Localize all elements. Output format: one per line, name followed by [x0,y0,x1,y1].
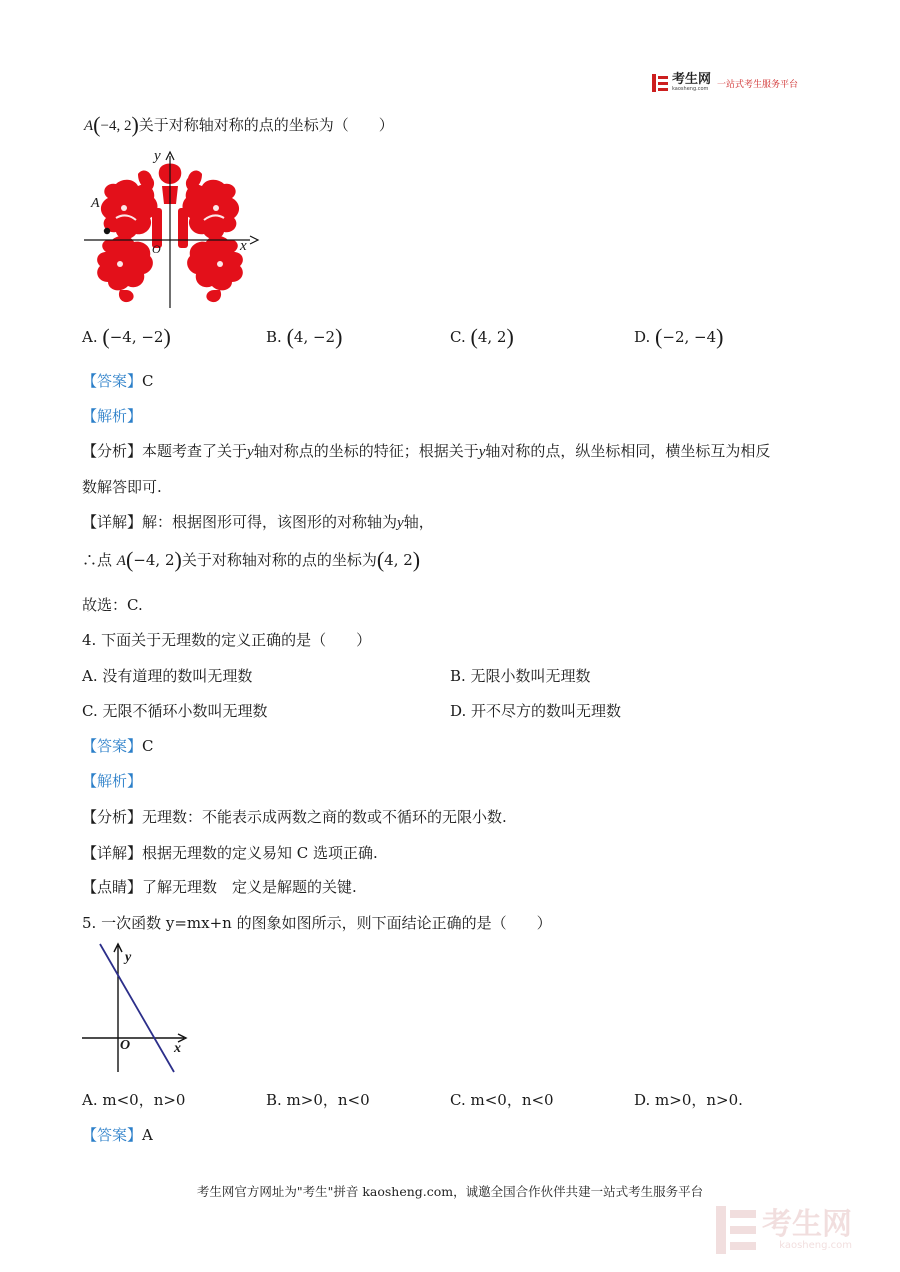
q5-fig-origin-label: O [120,1038,131,1053]
q5-option-b: B. m>0，n<0 [266,1091,370,1109]
q3-fig-y-label: y [154,148,161,164]
q5-answer: 【答案】A [82,1126,153,1144]
q3-fig-point-label: A [91,196,100,211]
site-logo [652,72,798,94]
q3-stem-point: A [84,118,94,134]
watermark-logo [716,1200,886,1260]
q4-analysis-tag: 【解析】 [82,772,143,790]
q3-option-c: C. (4, 2) [450,324,514,349]
q3-analysis-tag: 【解析】 [82,407,143,425]
watermark-mark-icon [716,1206,756,1254]
q3-option-b: B. (4, −2) [266,324,343,349]
q4-option-d: D. 开不尽方的数叫无理数 [450,702,622,720]
logo-slogan: 一站式考生服务平台 [717,79,799,90]
q4-answer: 【答案】C [82,737,154,755]
q3-fenxi-line1: 【分析】本题考查了关于y轴对称点的坐标的特征；根据关于y轴对称的点，纵坐标相同，横坐标互为相反 [82,442,771,460]
q3-option-d: D. (−2, −4) [634,324,724,349]
function-line [100,944,174,1072]
q3-stem: A(−4, 2)关于对称轴对称的点的坐标为（ ） [84,112,394,137]
q5-option-d: D. m>0，n>0. [634,1091,743,1109]
q3-xiangjie: 【详解】解：根据图形可得，该图形的对称轴为y轴， [82,513,434,531]
q5-option-a: A. m<0，n>0 [82,1091,186,1109]
q3-fig-x-label: x [240,238,247,254]
q4-fenxi: 【分析】无理数：不能表示成两数之商的数或不循环的无限小数. [82,808,507,826]
page-footer: 考生网官方网址为"考生"拼音 kaosheng.com，诚邀全国合作伙伴共建一站式考生服务平台 [196,1184,704,1199]
q5-stem: 5. 一次函数 y=mx+n 的图象如图所示，则下面结论正确的是（ ） [82,914,552,932]
q4-dianjing: 【点睛】了解无理数 定义是解题的关键. [82,878,357,896]
q5-fig-x-label: x [174,1041,181,1056]
q3-option-a: A. (−4, −2) [82,324,171,349]
logo-mark-icon [652,74,668,92]
q3-stem-coords: −4, 2 [100,118,132,134]
q4-stem: 4. 下面关于无理数的定义正确的是（ ） [82,631,372,649]
q3-fig-origin-label: O [152,242,161,256]
q4-option-c: C. 无限不循环小数叫无理数 [82,702,268,720]
q5-fig-y-label: y [125,950,132,965]
q4-option-b: B. 无限小数叫无理数 [450,667,591,685]
point-a-marker [104,228,110,234]
watermark-domain: kaosheng.com [779,1239,852,1251]
watermark-name: 考生网 [762,1206,852,1242]
q3-answer: 【答案】C [82,372,154,390]
logo-domain: kaosheng.com [672,86,709,92]
q4-option-a: A. 没有道理的数叫无理数 [82,667,253,685]
q3-stem-text: 关于对称轴对称的点的坐标为（ ） [138,116,394,134]
logo-name: 考生网 [672,72,712,87]
q3-therefore: ∴点 A(−4, 2)关于对称轴对称的点的坐标为(4, 2) [82,547,421,572]
q3-dragon-figure [80,148,260,310]
q3-fenxi-line2: 数解答即可. [82,478,162,496]
q5-option-c: C. m<0，n<0 [450,1091,554,1109]
q4-xiangjie: 【详解】根据无理数的定义易知 C 选项正确. [82,844,378,862]
q3-choice: 故选：C. [82,596,143,614]
